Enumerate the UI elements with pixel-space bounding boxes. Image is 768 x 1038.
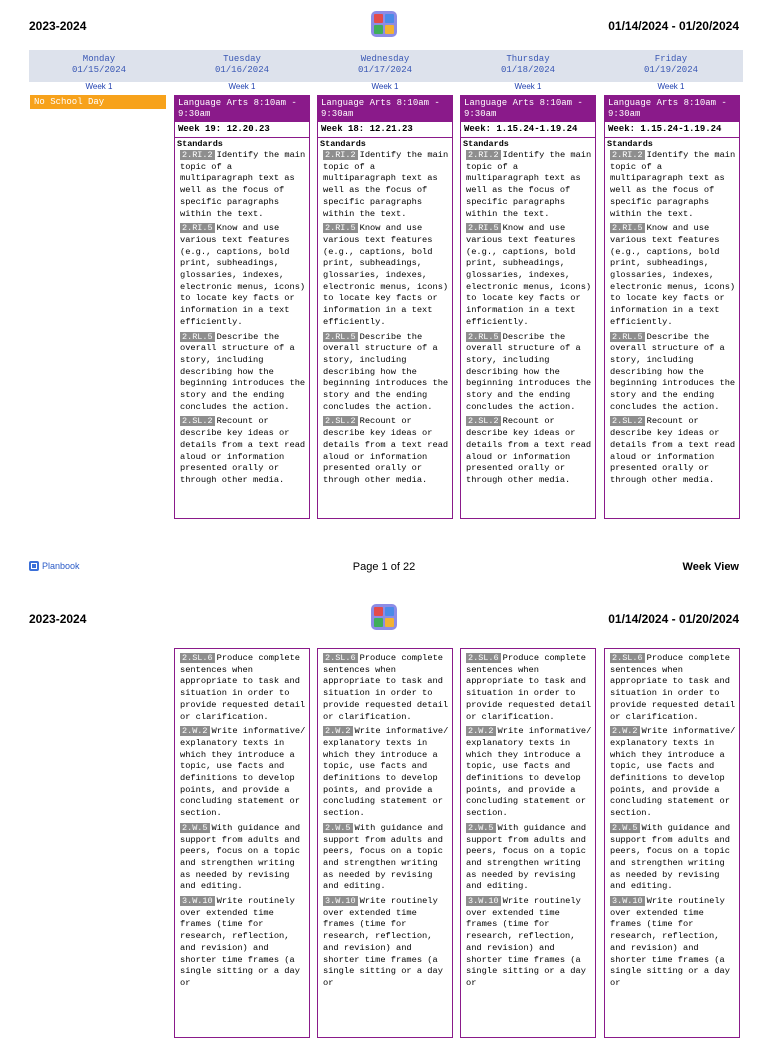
day-header-tuesday[interactable] [172,54,312,76]
standard-text: Describe the overall structure of a story, including describing how the beginning introduces the story and the ending concludes the action. [180,331,306,412]
standard-text: Recount or describe key ideas or details from a text read aloud or information presented orally or through other media. [323,416,449,485]
school-year: 2023-2024 [29,19,87,33]
standard-text: Recount or describe key ideas or details from a text read aloud or information presented orally or through other media. [180,416,306,485]
standard-text: With guidance and support from adults and peers, focus on a topic and strengthen writing as needed by revising and editing. [323,822,444,892]
school-year: 2023-2024 [29,612,87,626]
page-header [0,14,768,54]
week-label: Week 1 [371,82,399,91]
standard-text: Recount or describe key ideas or details from a text read aloud or information presented orally or through other media. [466,416,592,485]
standard-code[interactable]: 2.SL.2 [468,416,499,427]
standard-item [180,416,307,486]
standard-item [180,150,307,220]
standard-code[interactable]: 2.W.2 [325,726,351,737]
standard-code[interactable]: 2.RI.5 [325,223,356,234]
standard-text: Describe the overall structure of a story, including describing how the beginning introduces the story and the ending concludes the action. [323,331,449,412]
day-name: Tuesday [223,54,261,64]
standard-text: Write routinely over extended time frames (time for research, reflection, and revision) and shorter time frames (a single sitting or a day or [610,896,730,988]
day-date: 01/17/2024 [357,65,412,75]
day-date: 01/18/2024 [500,65,555,75]
standard-code[interactable]: 2.SL.6 [468,653,499,663]
standard-item [180,332,307,414]
standard-text: Write informative/ explanatory texts in which they introduce a topic, use facts and definitions to develop points, and provide a concluding statement or section. [323,726,449,819]
page-footer [0,561,768,575]
standard-code[interactable]: 2.RI.5 [612,223,643,234]
page-number: Page 1 of 22 [352,561,416,573]
standard-item [180,896,307,990]
standards-list [318,150,452,487]
standard-code[interactable]: 2.W.2 [468,726,494,737]
standard-text: Write informative/ explanatory texts in which they introduce a topic, use facts and definitions to develop points, and provide a concluding statement or section. [610,726,736,819]
standard-item [466,726,593,820]
day-header-thursday[interactable] [458,54,598,76]
standard-item [466,332,593,414]
standard-item [323,223,450,328]
standard-text: Identify the main topic of a multiparagraph text as well as the focus of specific paragraphs within the text. [466,150,592,219]
standard-text: Identify the main topic of a multiparagraph text as well as the focus of specific paragraphs within the text. [610,150,736,219]
standard-text: With guidance and support from adults and peers, focus on a topic and strengthen writing as needed by revising and editing. [180,822,301,892]
standard-item [323,726,450,820]
week-label: Week 1 [514,82,542,91]
standard-text: Identify the main topic of a multiparagraph text as well as the focus of specific paragraphs within the text. [180,150,306,219]
standard-item [180,823,307,893]
standard-item [466,653,593,723]
standard-text: Write routinely over extended time frames (time for research, reflection, and revision) and shorter time frames (a single sitting or a day or [180,896,300,988]
standard-text: Recount or describe key ideas or details from a text read aloud or information presented orally or through other media. [610,416,736,485]
week-label: Week 1 [85,82,113,91]
planbook-logo [371,11,397,37]
lesson-card-tuesday-continued[interactable] [174,648,310,1038]
page-header-2 [0,607,768,647]
planbook-brand: Planbook [42,561,80,571]
standard-text: Know and use various text features (e.g., captions, bold print, subheadings, glossaries, indexes, electronic menus, icons) to locate key facts or information in a text efficiently. [180,223,306,327]
lesson-week: Week 19: 12.20.23 [175,122,309,138]
standard-code[interactable]: 2.W.5 [182,822,208,833]
standard-item [323,150,450,220]
standard-item [610,726,737,820]
standards-label: Standards [463,139,509,149]
standard-text: Write informative/ explanatory texts in which they introduce a topic, use facts and definitions to develop points, and provide a concluding statement or section. [466,726,592,819]
standard-item [323,896,450,990]
day-date: 01/15/2024 [71,65,126,75]
standard-code[interactable]: 2.RL.5 [182,331,213,342]
lesson-card-tuesday[interactable] [174,95,310,519]
date-range: 01/14/2024 - 01/20/2024 [608,612,739,626]
standard-text: Describe the overall structure of a story, including describing how the beginning introduces the story and the ending concludes the action. [466,331,592,412]
lesson-card-friday-continued[interactable] [604,648,740,1038]
standards-list [175,150,309,487]
standards-list [605,649,739,990]
day-header-wednesday[interactable] [315,54,455,76]
standard-item [610,823,737,893]
lesson-card-friday[interactable] [604,95,740,519]
lesson-card-wednesday-continued[interactable] [317,648,453,1038]
standard-item [466,823,593,893]
standard-code[interactable]: 2.SL.6 [182,653,213,663]
standard-code[interactable]: 2.SL.6 [612,653,643,663]
date-range: 01/14/2024 - 01/20/2024 [608,19,739,33]
standard-text: Describe the overall structure of a story, including describing how the beginning introduces the story and the ending concludes the action. [610,331,736,412]
standard-item [180,726,307,820]
standards-label: Standards [177,139,223,149]
standard-code[interactable]: 2.SL.2 [182,416,213,427]
standard-code[interactable]: 2.W.5 [325,822,351,833]
standard-code[interactable]: 2.RL.5 [612,331,643,342]
standard-item [466,150,593,220]
week-label: Week 1 [228,82,256,91]
day-name: Monday [82,54,116,64]
standard-text: Write informative/ explanatory texts in which they introduce a topic, use facts and definitions to develop points, and provide a concluding statement or section. [180,726,306,819]
standard-item [466,416,593,486]
day-header-friday[interactable] [601,54,741,76]
standard-code[interactable]: 2.SL.2 [325,416,356,427]
standard-code[interactable]: 2.RI.2 [182,150,213,160]
standard-code[interactable]: 3.W.10 [325,896,356,907]
standard-text: Write routinely over extended time frames (time for research, reflection, and revision) and shorter time frames (a single sitting or a day or [323,896,443,988]
lesson-week: Week 18: 12.21.23 [318,122,452,138]
standard-item [610,896,737,990]
standards-list [605,150,739,487]
standard-item [323,823,450,893]
lesson-title: Language Arts 8:10am - 9:30am [318,96,452,122]
standard-item [323,653,450,723]
standard-code[interactable]: 3.W.10 [182,896,213,907]
standard-code[interactable]: 2.RI.2 [468,150,499,160]
standard-text: Know and use various text features (e.g., captions, bold print, subheadings, glossaries, indexes, electronic menus, icons) to locate key facts or information in a text efficiently. [466,223,592,327]
standard-text: Know and use various text features (e.g., captions, bold print, subheadings, glossaries, indexes, electronic menus, icons) to locate key facts or information in a text efficiently. [610,223,736,327]
standard-code[interactable]: 2.SL.2 [612,416,643,427]
standard-code[interactable]: 2.W.2 [612,726,638,737]
standard-text: With guidance and support from adults and peers, focus on a topic and strengthen writing as needed by revising and editing. [610,822,731,892]
standard-code[interactable]: 2.W.2 [182,726,208,737]
standard-text: With guidance and support from adults and peers, focus on a topic and strengthen writing as needed by revising and editing. [466,822,587,892]
standard-item [323,416,450,486]
standard-item [180,223,307,328]
standard-code[interactable]: 2.W.5 [612,822,638,833]
standard-item [180,653,307,723]
lesson-week: Week: 1.15.24-1.19.24 [461,122,595,138]
lesson-week: Week: 1.15.24-1.19.24 [605,122,739,138]
standard-code[interactable]: 2.RL.5 [468,331,499,342]
standard-code[interactable]: 3.W.10 [612,896,643,907]
lesson-title: Language Arts 8:10am - 9:30am [605,96,739,122]
standard-item [610,223,737,328]
standards-label: Standards [607,139,653,149]
standard-item [466,223,593,328]
standard-item [610,653,737,723]
planbook-logo [371,604,397,630]
lesson-card-thursday-continued[interactable] [460,648,596,1038]
standard-code[interactable]: 2.RI.5 [468,223,499,234]
standard-text: Write routinely over extended time frames (time for research, reflection, and revision) and shorter time frames (a single sitting or a day or [466,896,586,988]
standard-text: Produce complete sentences when appropriate to task and situation in order to provide requested detail or clarification. [610,653,736,722]
standard-code[interactable]: 2.RI.2 [325,150,356,160]
lesson-card-wednesday[interactable] [317,95,453,519]
standard-item [466,896,593,990]
standards-list [461,150,595,487]
standard-code[interactable]: 2.SL.6 [325,653,356,663]
day-date: 01/16/2024 [214,65,269,75]
standards-list [318,649,452,990]
standard-text: Identify the main topic of a multiparagraph text as well as the focus of specific paragraphs within the text. [323,150,449,219]
standard-item [610,332,737,414]
standard-text: Know and use various text features (e.g., captions, bold print, subheadings, glossaries, indexes, electronic menus, icons) to locate key facts or information in a text efficiently. [323,223,449,327]
day-header-monday[interactable] [29,54,169,76]
lesson-title: Language Arts 8:10am - 9:30am [175,96,309,122]
standard-item [323,332,450,414]
standard-code[interactable]: 2.RL.5 [325,331,356,342]
day-name: Friday [654,54,688,64]
standards-list [175,649,309,990]
standard-code[interactable]: 3.W.10 [468,896,499,907]
standard-text: Produce complete sentences when appropriate to task and situation in order to provide requested detail or clarification. [323,653,449,722]
no-school-event[interactable]: No School Day [30,95,166,109]
standards-label: Standards [320,139,366,149]
lesson-title: Language Arts 8:10am - 9:30am [461,96,595,122]
standard-text: Produce complete sentences when appropriate to task and situation in order to provide requested detail or clarification. [180,653,306,722]
standard-code[interactable]: 2.RI.2 [612,150,643,160]
lesson-card-thursday[interactable] [460,95,596,519]
day-name: Wednesday [360,54,410,64]
day-name: Thursday [506,54,550,64]
standards-list [461,649,595,990]
week-label: Week 1 [657,82,685,91]
standard-item [610,150,737,220]
view-label: Week View [682,561,739,573]
standard-code[interactable]: 2.RI.5 [182,223,213,234]
standard-code[interactable]: 2.W.5 [468,822,494,833]
standard-text: Produce complete sentences when appropriate to task and situation in order to provide requested detail or clarification. [466,653,592,722]
day-date: 01/19/2024 [643,65,698,75]
standard-item [610,416,737,486]
